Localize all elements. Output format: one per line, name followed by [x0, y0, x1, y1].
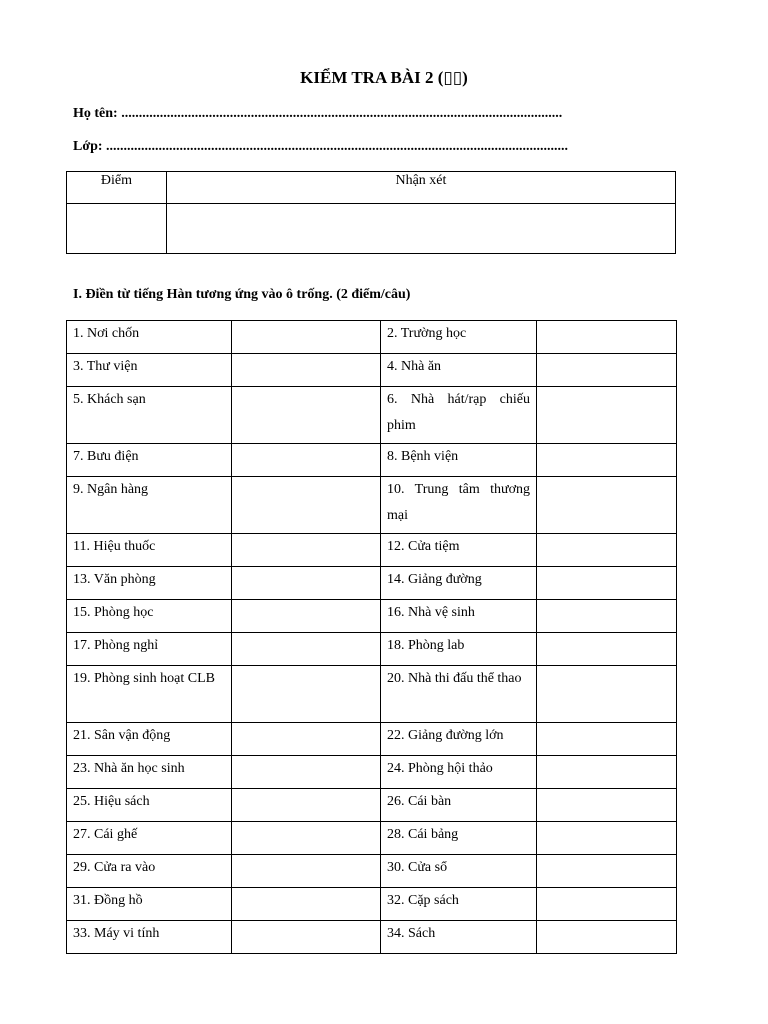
vocab-term: 18. Phòng lab	[381, 633, 537, 666]
answer-cell[interactable]	[232, 633, 381, 666]
answer-cell[interactable]	[232, 567, 381, 600]
answer-cell[interactable]	[537, 888, 677, 921]
answer-cell[interactable]	[232, 756, 381, 789]
vocab-term: 6. Nhà hát/rạp chiếu phim	[381, 387, 537, 444]
vocab-row	[67, 921, 677, 954]
answer-cell[interactable]	[232, 855, 381, 888]
vocab-term: 20. Nhà thi đấu thể thao	[381, 666, 537, 723]
comment-header: Nhận xét	[166, 172, 675, 204]
answer-cell[interactable]	[232, 723, 381, 756]
vocab-term: 26. Cái bàn	[381, 789, 537, 822]
vocab-row	[67, 354, 677, 387]
vocab-term: 16. Nhà vệ sinh	[381, 600, 537, 633]
vocab-row	[67, 666, 677, 723]
vocab-term: 12. Cửa tiệm	[381, 534, 537, 567]
class-field[interactable]	[73, 139, 568, 155]
answer-cell[interactable]	[537, 354, 677, 387]
vocab-term: 4. Nhà ăn	[381, 354, 537, 387]
answer-cell[interactable]	[537, 666, 677, 723]
vocab-term: 34. Sách	[381, 921, 537, 954]
answer-cell[interactable]	[537, 534, 677, 567]
name-field[interactable]	[73, 106, 562, 122]
answer-cell[interactable]	[232, 888, 381, 921]
vocab-term: 5. Khách sạn	[67, 387, 232, 444]
vocab-term: 21. Sân vận động	[67, 723, 232, 756]
answer-cell[interactable]	[232, 354, 381, 387]
answer-cell[interactable]	[232, 321, 381, 354]
vocab-term: 10. Trung tâm thương mại	[381, 477, 537, 534]
vocab-term: 24. Phòng hội thảo	[381, 756, 537, 789]
section-title: I. Điền từ tiếng Hàn tương ứng vào ô trống. (2 điểm/câu)	[73, 287, 411, 302]
answer-cell[interactable]	[232, 600, 381, 633]
vocab-term: 2. Trường học	[381, 321, 537, 354]
vocab-term: 9. Ngân hàng	[67, 477, 232, 534]
vocab-row	[67, 534, 677, 567]
vocab-term: 23. Nhà ăn học sinh	[67, 756, 232, 789]
vocab-row	[67, 633, 677, 666]
score-table-header	[67, 172, 676, 204]
vocab-term: 22. Giảng đường lớn	[381, 723, 537, 756]
vocab-row	[67, 321, 677, 354]
answer-cell[interactable]	[537, 321, 677, 354]
vocab-term: 11. Hiệu thuốc	[67, 534, 232, 567]
vocab-term: 7. Bưu điện	[67, 444, 232, 477]
page-title: KIỂM TRA BÀI 2 (▯▯)	[300, 68, 468, 87]
vocab-table	[66, 320, 677, 954]
vocab-row	[67, 477, 677, 534]
vocab-term: 25. Hiệu sách	[67, 789, 232, 822]
vocab-row	[67, 567, 677, 600]
answer-cell[interactable]	[232, 444, 381, 477]
class-dots: ....................................................................................................................................	[102, 139, 569, 154]
answer-cell[interactable]	[537, 756, 677, 789]
vocab-row	[67, 855, 677, 888]
vocab-row	[67, 723, 677, 756]
vocab-row	[67, 756, 677, 789]
vocab-term: 17. Phòng nghỉ	[67, 633, 232, 666]
answer-cell[interactable]	[537, 633, 677, 666]
comment-cell[interactable]	[166, 204, 675, 254]
vocab-row	[67, 444, 677, 477]
answer-cell[interactable]	[537, 855, 677, 888]
answer-cell[interactable]	[232, 921, 381, 954]
answer-cell[interactable]	[537, 789, 677, 822]
vocab-term: 31. Đồng hồ	[67, 888, 232, 921]
vocab-term: 33. Máy vi tính	[67, 921, 232, 954]
answer-cell[interactable]	[537, 723, 677, 756]
vocab-term: 28. Cái bảng	[381, 822, 537, 855]
name-dots: ..............................................................................................................................	[117, 106, 563, 121]
vocab-row	[67, 888, 677, 921]
answer-cell[interactable]	[232, 534, 381, 567]
vocab-term: 1. Nơi chốn	[67, 321, 232, 354]
vocab-term: 15. Phòng học	[67, 600, 232, 633]
answer-cell[interactable]	[537, 477, 677, 534]
vocab-term: 29. Cửa ra vào	[67, 855, 232, 888]
vocab-row	[67, 600, 677, 633]
score-cell[interactable]	[67, 204, 167, 254]
vocab-term: 19. Phòng sinh hoạt CLB	[67, 666, 232, 723]
class-label: Lớp:	[73, 139, 103, 154]
answer-cell[interactable]	[232, 822, 381, 855]
answer-cell[interactable]	[232, 666, 381, 723]
vocab-term: 30. Cửa sổ	[381, 855, 537, 888]
answer-cell[interactable]	[537, 567, 677, 600]
name-label: Họ tên:	[73, 106, 118, 121]
vocab-term: 27. Cái ghế	[67, 822, 232, 855]
vocab-term: 13. Văn phòng	[67, 567, 232, 600]
score-table	[66, 171, 676, 254]
answer-cell[interactable]	[537, 387, 677, 444]
score-header: Điểm	[67, 172, 167, 204]
answer-cell[interactable]	[537, 600, 677, 633]
answer-cell[interactable]	[232, 477, 381, 534]
vocab-row	[67, 387, 677, 444]
score-table-body	[67, 204, 676, 254]
vocab-row	[67, 822, 677, 855]
answer-cell[interactable]	[537, 822, 677, 855]
vocab-term: 8. Bệnh viện	[381, 444, 537, 477]
answer-cell[interactable]	[232, 387, 381, 444]
vocab-term: 3. Thư viện	[67, 354, 232, 387]
answer-cell[interactable]	[537, 921, 677, 954]
vocab-term: 14. Giảng đường	[381, 567, 537, 600]
answer-cell[interactable]	[232, 789, 381, 822]
vocab-term: 32. Cặp sách	[381, 888, 537, 921]
vocab-row	[67, 789, 677, 822]
answer-cell[interactable]	[537, 444, 677, 477]
